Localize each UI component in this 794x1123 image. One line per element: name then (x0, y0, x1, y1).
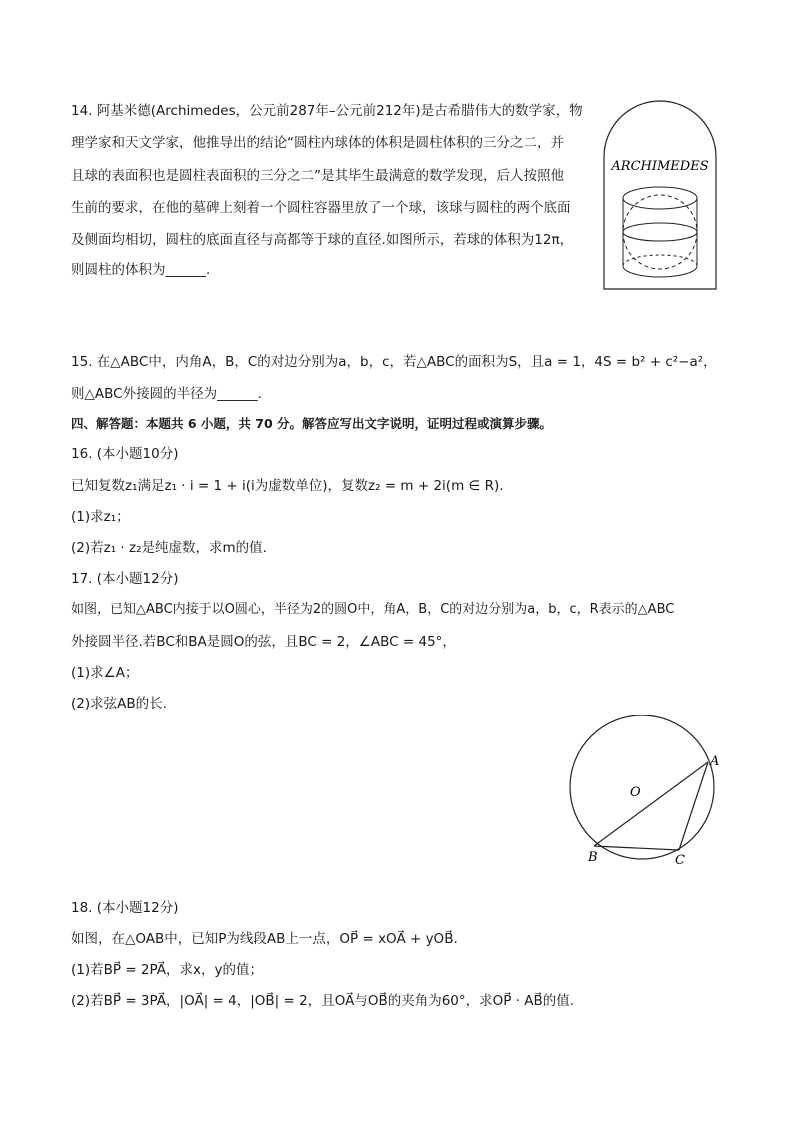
circle-triangle-figure (560, 715, 730, 870)
q14-line-4: 生前的要求，在他的墓碑上刻着一个圆柱容器里放了一个球，该球与圆柱的两个底面 (71, 200, 571, 216)
sphere-equator-back (623, 223, 697, 232)
q17-line-1: 如图，已知△ABC内接于以O圆心，半径为2的圆O中，角A，B，C的对边分别为a，b，c，R表示的△ABC (71, 602, 675, 617)
cylinder-bottom-front (623, 266, 697, 277)
cylinder-top (623, 187, 697, 209)
q18-part-2: (2)若BP⃗ = 3PA⃗，|OA⃗| = 4，|OB⃗| = 2，且OA⃗与OB⃗的夹角为60°，求OP⃗ · AB⃗的值. (71, 993, 575, 1009)
q15-line-2: 则△ABC外接圆的半径为______. (71, 386, 262, 402)
label-b: B (588, 850, 598, 865)
q17-line-2: 外接圆半径.若BC和BA是圆O的弦，且BC = 2，∠ABC = 45°， (71, 634, 456, 650)
circle-o (570, 715, 714, 859)
archimedes-label: ARCHIMEDES (611, 159, 709, 174)
q14-line-3: 且球的表面积也是圆柱表面积的三分之二”是其毕生最满意的数学发现，后人按照他 (71, 168, 564, 184)
q14-line-6: 则圆柱的体积为______. (71, 262, 211, 278)
label-c: C (675, 853, 685, 868)
q16-title: 16. (本小题10分) (71, 446, 179, 462)
q15-line-1: 15. 在△ABC中，内角A，B，C的对边分别为a，b，c，若△ABC的面积为S，且a = 1，4S = b² + c²−a²， (71, 354, 717, 370)
q17-title: 17. (本小题12分) (71, 571, 179, 587)
q17-part-1: (1)求∠A； (71, 665, 139, 681)
label-a: A (710, 754, 720, 769)
tomb-outline (604, 101, 716, 289)
q18-part-1: (1)若BP⃗ = 2PA⃗，求x，y的值； (71, 962, 263, 978)
cylinder-bottom-back (623, 255, 697, 266)
archimedes-tomb-figure (600, 100, 724, 292)
q16-part-1: (1)求z₁； (71, 509, 130, 525)
q16-part-2: (2)若z₁ · z₂是纯虚数，求m的值. (71, 540, 267, 556)
q16-line-1: 已知复数z₁满足z₁ · i = 1 + i(i为虚数单位)，复数z₂ = m + 2i(m ∈ R). (71, 478, 504, 494)
q17-part-2: (2)求弦AB的长. (71, 696, 167, 712)
q14-line-1: 14. 阿基米德(Archimedes，公元前287年–公元前212年)是古希腊伟大的数学家，物 (71, 103, 583, 119)
chord-ba (594, 762, 708, 846)
q14-line-2: 理学家和天文学家，他推导出的结论“圆柱内球体的体积是圆柱体积的三分之二，并 (71, 135, 564, 151)
q18-line-1: 如图，在△OAB中，已知P为线段AB上一点，OP⃗ = xOA⃗ + yOB⃗. (71, 931, 458, 947)
section-4-heading: 四、解答题：本题共 6 小题，共 70 分。解答应写出文字说明，证明过程或演算步骤。 (71, 416, 553, 431)
sphere-equator-front (623, 232, 697, 241)
q14-line-5: 及侧面均相切，圆柱的底面直径与高都等于球的直径.如图所示，若球的体积为12π， (71, 232, 574, 248)
q18-title: 18. (本小题12分) (71, 900, 179, 916)
label-o: O (630, 785, 641, 800)
